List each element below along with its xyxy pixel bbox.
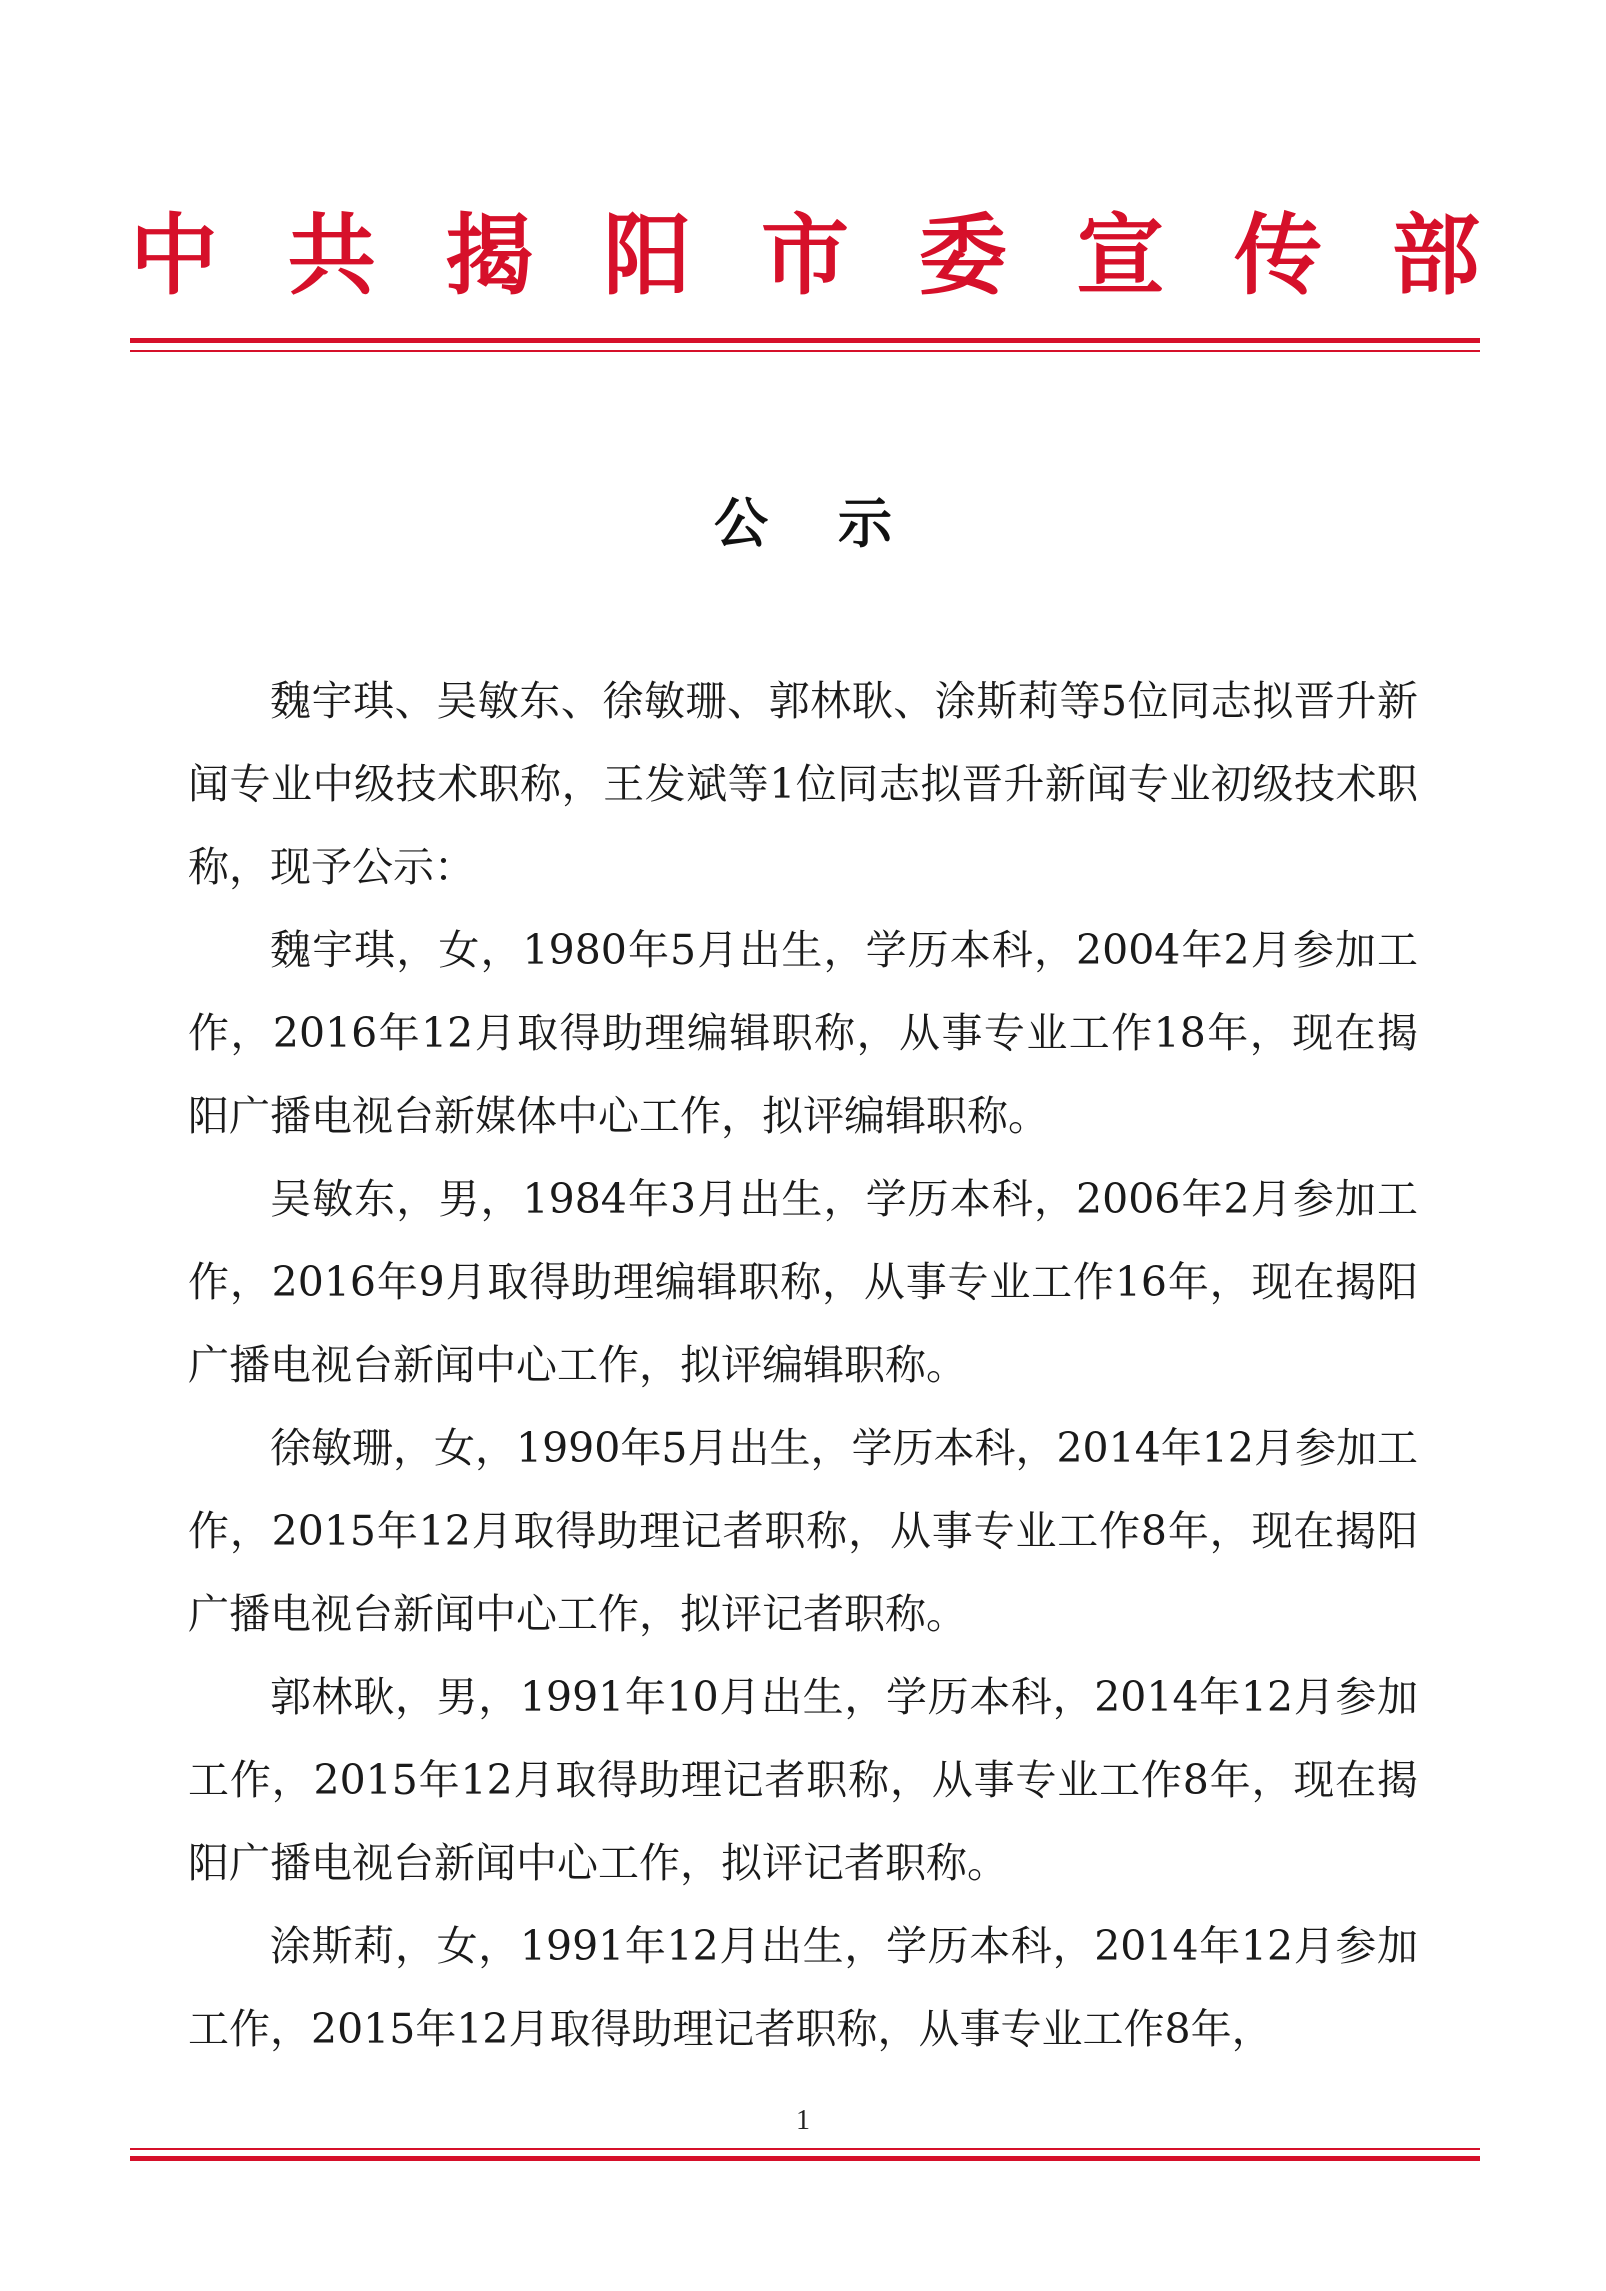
paragraph-intro: 魏宇琪、吴敏东、徐敏珊、郭林耿、涂斯莉等5位同志拟晋升新闻专业中级技术职称，王发斌等1位同志拟晋升新闻专业初级技术职称，现予公示： [188, 677, 1418, 891]
header-rule-thin [130, 350, 1480, 352]
page-number: 1 [796, 2105, 810, 2136]
paragraph-person-4: 郭林耿，男，1991年10月出生，学历本科，2014年12月参加工作，2015年12月取得助理记者职称，从事专业工作8年，现在揭阳广播电视台新闻中心工作，拟评记者职称。 [188, 1673, 1418, 1887]
paragraph-person-3: 徐敏珊，女，1990年5月出生，学历本科，2014年12月参加工作，2015年12月取得助理记者职称，从事专业工作8年，现在揭阳广播电视台新闻中心工作，拟评记者职称。 [188, 1424, 1418, 1638]
letterhead-title [130, 205, 1480, 305]
letterhead-char: 委 [918, 203, 1007, 307]
letterhead-char: 市 [760, 203, 849, 307]
document-title: 公示 [714, 491, 962, 555]
letterhead-char: 中 [130, 203, 219, 307]
footer-rule-thin [130, 2148, 1480, 2150]
letterhead-char: 部 [1391, 203, 1480, 307]
header-rule-thick [130, 338, 1480, 343]
document-body [188, 660, 1418, 2071]
paragraph-person-2: 吴敏东，男，1984年3月出生，学历本科，2006年2月参加工作，2016年9月取得助理编辑职称，从事专业工作16年，现在揭阳广播电视台新闻中心工作，拟评编辑职称。 [188, 1175, 1418, 1389]
letterhead-char: 共 [287, 203, 376, 307]
paragraph-person-1: 魏宇琪，女，1980年5月出生，学历本科，2004年2月参加工作，2016年12月取得助理编辑职称，从事专业工作18年，现在揭阳广播电视台新媒体中心工作，拟评编辑职称。 [188, 926, 1418, 1140]
footer-rule-thick [130, 2156, 1480, 2161]
letterhead-char: 阳 [603, 203, 692, 307]
letterhead-char: 揭 [445, 203, 534, 307]
letterhead-char: 传 [1234, 203, 1323, 307]
paragraph-person-5: 涂斯莉，女，1991年12月出生，学历本科，2014年12月参加工作，2015年12月取得助理记者职称，从事专业工作8年， [188, 1922, 1418, 2053]
letterhead-char: 宣 [1076, 203, 1165, 307]
